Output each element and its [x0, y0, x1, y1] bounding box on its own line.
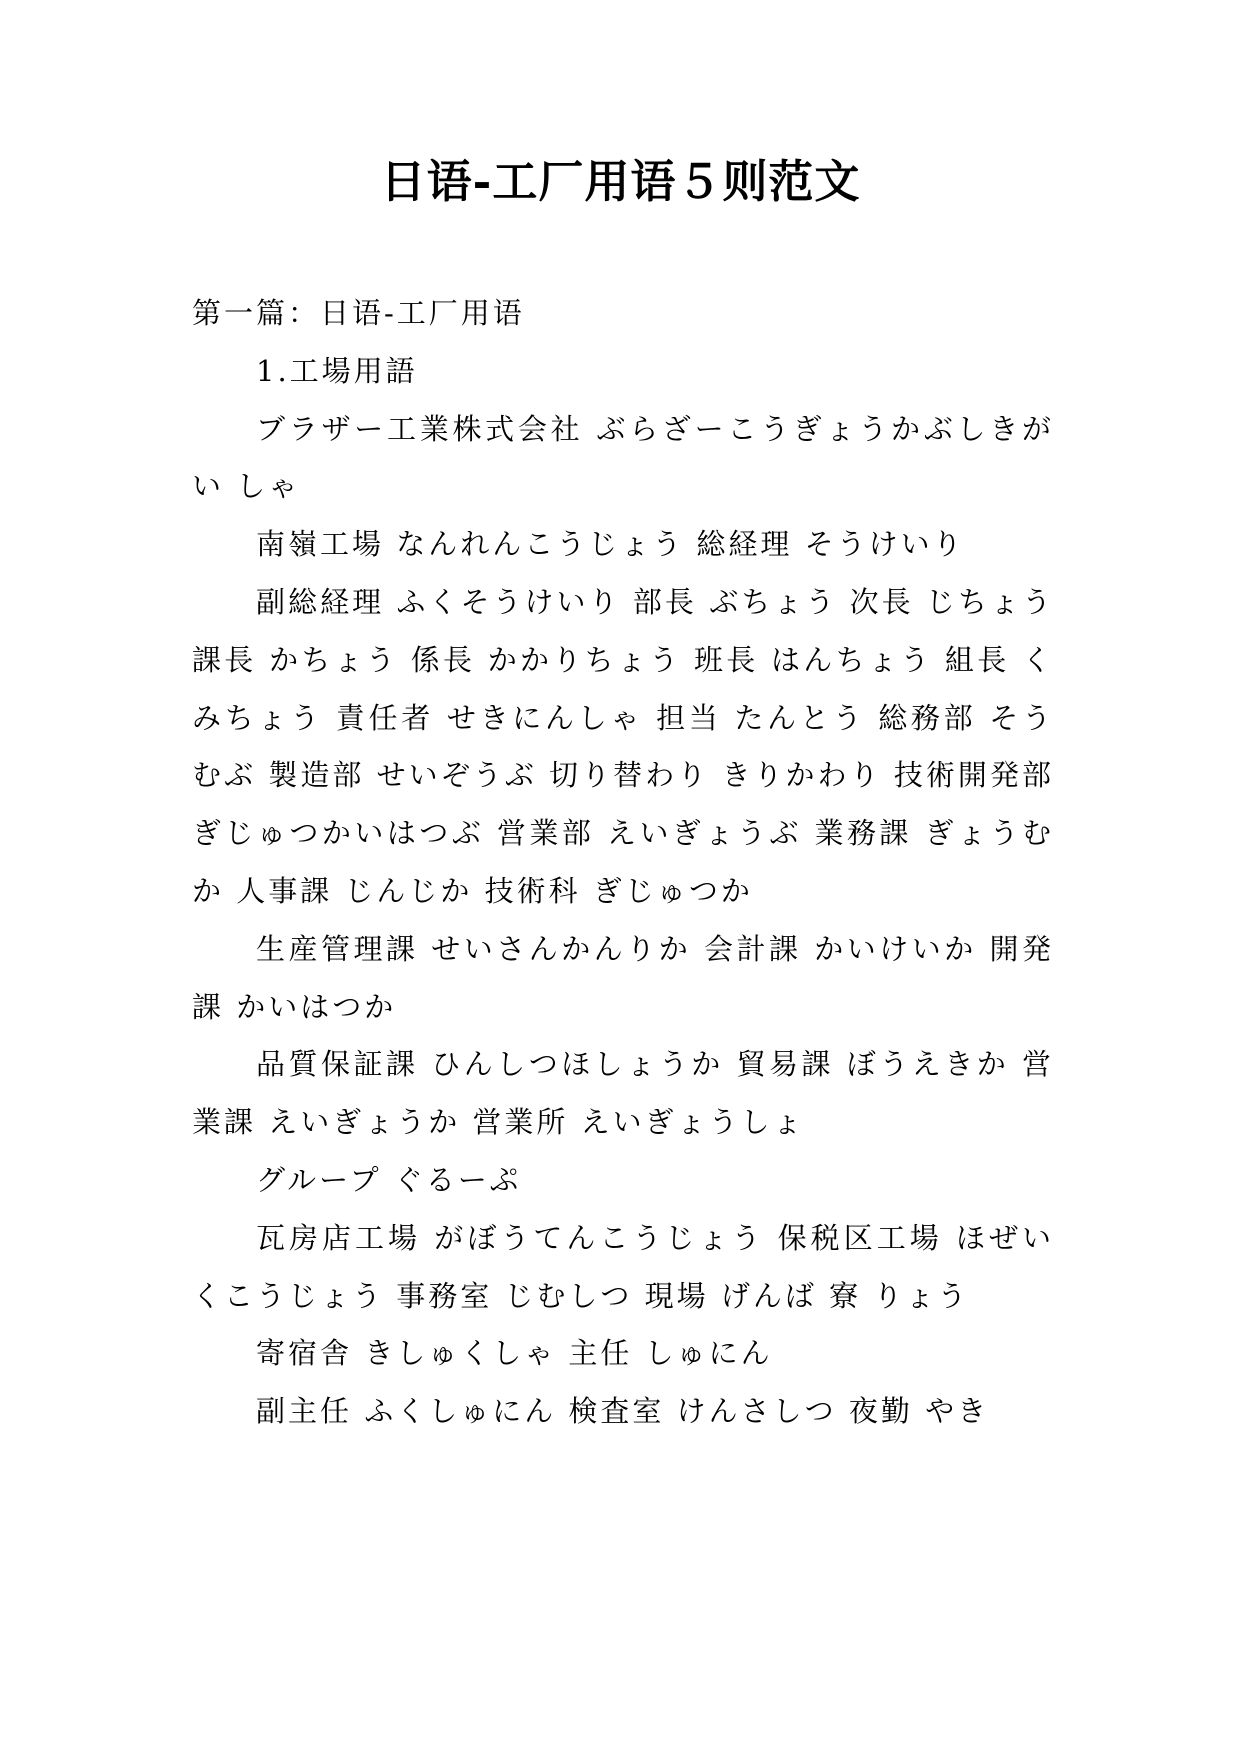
vocab-paragraph: 瓦房店工場 がぼうてんこうじょう 保税区工場 ほぜいくこうじょう 事務室 じむしつ 現場 げんば 寮 りょう [192, 1220, 1054, 1313]
vocab-paragraph: 南嶺工場 なんれんこうじょう 総経理 そうけいり [256, 527, 965, 562]
vocab-paragraph: 副総経理 ふくそうけいり 部長 ぶちょう 次長 じちょう 課長 かちょう 係長 かかりちょう 班長 はんちょう 組長 くみちょう 責任者 せきにんしゃ 担当 たんとう 総務部 そうむぶ 製造部 せいぞうぶ 切り替わり きりかわり 技術開発部 ぎじゅつかいはつぶ 営業部 えいぎょうぶ 業務課 ぎょうむか 人事課 じんじか 技術科 ぎじゅつか [192, 584, 1054, 908]
vocab-paragraph: グループ ぐるーぷ [256, 1162, 522, 1197]
document-body [192, 285, 1054, 1441]
vocab-paragraph: ブラザー工業株式会社 ぶらざーこうぎょうかぶしきがい しゃ [192, 411, 1054, 504]
vocab-paragraph: 寄宿舎 きしゅくしゃ 主任 しゅにん [256, 1336, 773, 1371]
document-title: 日语-工厂用语５则范文 [380, 155, 861, 208]
section-heading: 第一篇：日语-工厂用语 [192, 296, 525, 330]
subsection-heading: 1.工場用語 [256, 353, 418, 388]
vocab-paragraph: 副主任 ふくしゅにん 検査室 けんさしつ 夜勤 やき [256, 1394, 990, 1429]
vocab-paragraph: 品質保証課 ひんしつほしょうか 貿易課 ぼうえきか 営業課 えいぎょうか 営業所 えいぎょうしょ [192, 1047, 1054, 1140]
vocab-paragraph: 生産管理課 せいさんかんりか 会計課 かいけいか 開発課 かいはつか [192, 931, 1054, 1024]
